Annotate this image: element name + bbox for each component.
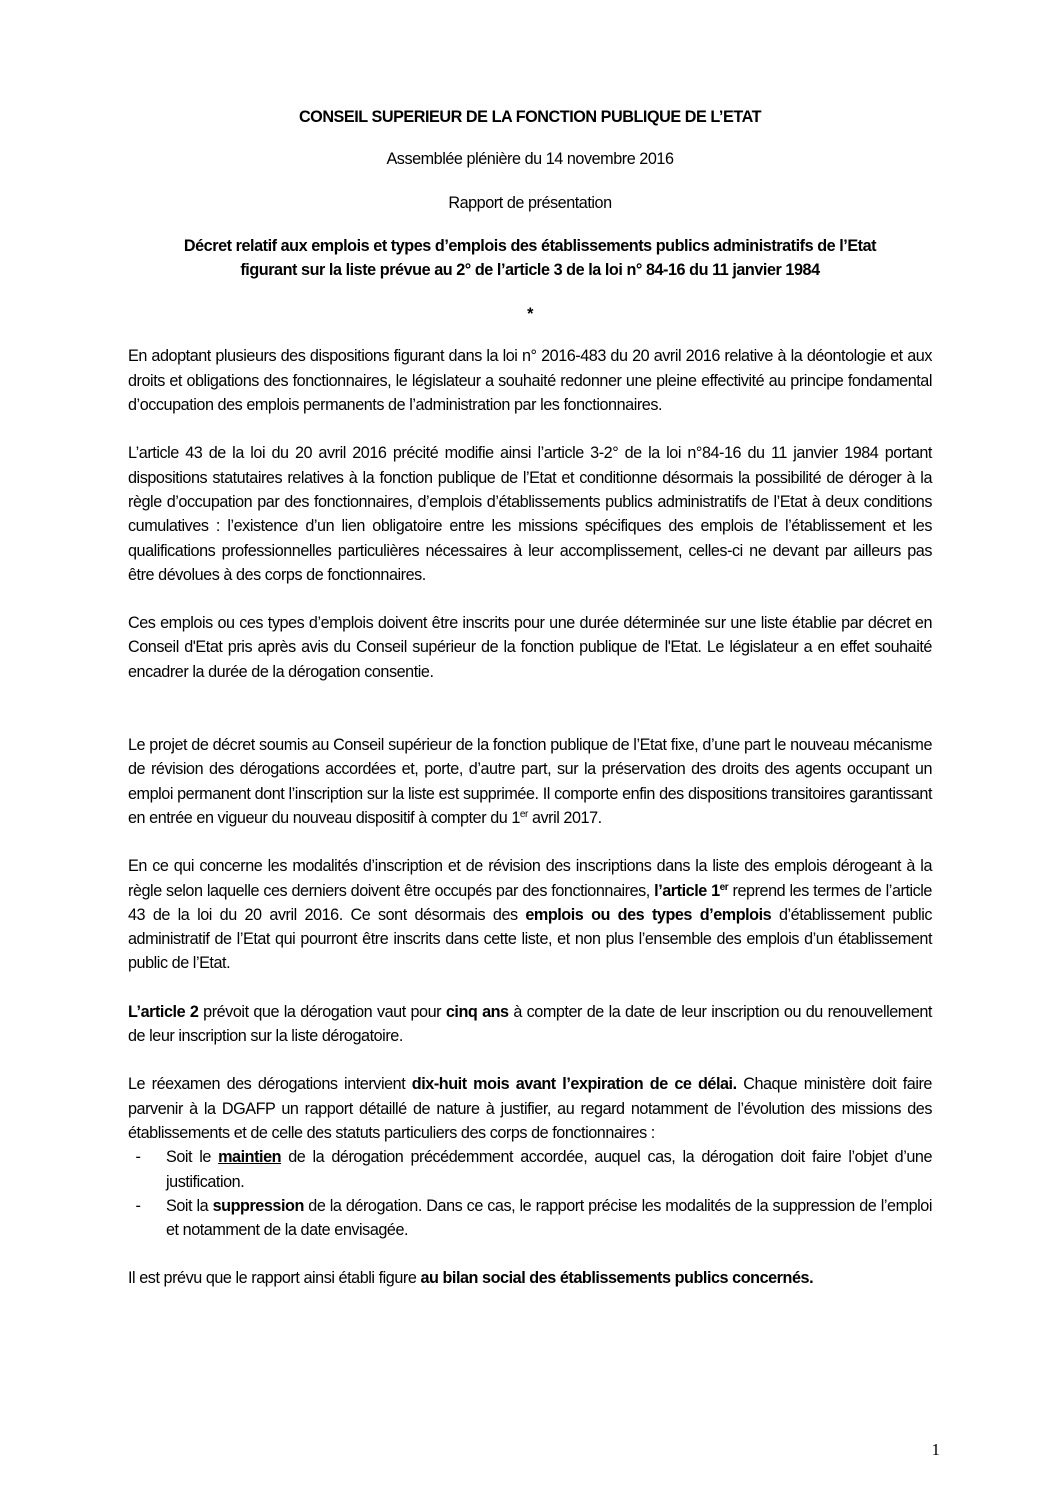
article-1-superscript: er [719,881,729,893]
options-list [128,1145,932,1242]
document-page [128,96,932,1291]
article-2-reference: L’article 2 [128,1002,199,1021]
paragraph-7-emphasis: dix-huit mois avant l’expiration de ce délai. [411,1075,737,1094]
paragraph-5-text-c: d’établissement public administratif de l’Etat qui pourront être inscrits dans cette liste, et non plus l’ensemble des emplois d’un établissement public de l’Etat. [128,905,932,973]
list-item [135,1194,933,1243]
list-item-2-emphasis: suppression [212,1196,304,1215]
council-title: CONSEIL SUPERIEUR DE LA FONCTION PUBLIQUE DE L’ETAT [298,108,762,126]
list-item-2-text-b: de la dérogation. Dans ce cas, le rapport précise les modalités de la suppression de l’emploi et notamment de la date envisagée. [166,1196,933,1240]
list-marker: - [135,1148,141,1167]
assembly-date: Assemblée plénière du 14 novembre 2016 [386,150,674,169]
report-type: Rapport de présentation [448,193,612,212]
decree-title-line-1: Décret relatif aux emplois et types d’emplois des établissements publics administratifs de l’Etat [183,236,877,255]
paragraph-4-text-a: Le projet de décret soumis au Conseil supérieur de la fonction publique de l’Etat fixe, d’une part le nouveau mécanisme de révision des dérogations accordées et, porte, d’autre part, sur la préservation des droits des agents occupant un emploi permanent dont l’inscription sur la liste est supprimée. Il comporte enfin des dispositions transitoires garantissant en entrée en vigueur du nouveau dispositif à compter du 1 [128,736,932,827]
list-item-2-text-a: Soit la [166,1196,213,1215]
page-number: 1 [931,1440,940,1459]
list-item-1-text-a: Soit le [166,1148,219,1167]
paragraph-1: En adoptant plusieurs des dispositions figurant dans la loi n° 2016-483 du 20 avril 2016 relative à la déontologie et aux droits et obligations des fonctionnaires, le législateur a souhaité redonner une pleine effectivité au principe fondamental d’occupation des emplois permanents de l’administration par les fonctionnaires. [128,347,932,415]
paragraph-3: Ces emplois ou ces types d’emplois doivent être inscrits pour une durée déterminée sur une liste établie par décret en Conseil d'Etat pris après avis du Conseil supérieur de la fonction publique de l'Etat. Le législateur a en effet souhaité encadrer la durée de la dérogation consentie. [128,614,932,681]
article-1-label: l’article 1 [654,881,720,900]
paragraph-6 [128,1000,932,1049]
paragraph-4-text-b: avril 2017. [527,808,602,827]
paragraph-7-text-a: Le réexamen des dérogations intervient [128,1075,412,1094]
paragraph-5 [128,854,932,975]
paragraph-4 [128,733,932,830]
list-marker: - [135,1196,141,1215]
paragraph-6-text-a: prévoit que la dérogation vaut pour [198,1002,446,1021]
paragraph-6-text-b: à compter de la date de leur inscription ou du renouvellement de leur inscription sur la liste dérogatoire. [128,1002,932,1046]
list-item-1-emphasis: maintien [218,1148,282,1167]
decree-title [128,234,932,283]
list-item-1-text-b: de la dérogation précédemment accordée, auquel cas, la dérogation doit faire l’objet d’une justification. [166,1148,933,1191]
paragraph-7 [128,1072,932,1145]
paragraph-6-emphasis: cinq ans [445,1002,509,1021]
paragraph-2: L’article 43 de la loi du 20 avril 2016 précité modifie ainsi l’article 3-2° de la loi n°84-16 du 11 janvier 1984 portant dispositions statutaires relatives à la fonction publique de l’Etat et conditionne désormais la possibilité de déroger à la règle d’occupation par des fonctionnaires, d’emplois d’établissements publics administratifs de l’Etat à deux conditions cumulatives : l’existence d’un lien obligatoire entre les missions spécifiques des emplois de l’établissement et les qualifications professionnelles particulières nécessaires à leur accomplissement, celles-ci ne devant par ailleurs pas être dévolues à des corps de fonctionnaires. [128,444,932,584]
paragraph-5-text-b: reprend les termes de l’article 43 de la loi du 20 avril 2016. Ce sont désormais des [128,881,932,924]
paragraph-8 [128,1266,932,1290]
paragraph-7-text-b: Chaque ministère doit faire parvenir à la DGAFP un rapport détaillé de nature à justifier, au regard notamment de l’évolution des missions des établissements et de celle des statuts particuliers des corps de fonctionnaires : [128,1075,932,1142]
paragraph-8-text-a: Il est prévu que le rapport ainsi établi figure [128,1269,421,1288]
paragraph-5-emphasis: emplois ou des types d’emplois [525,905,772,924]
paragraph-8-emphasis: au bilan social des établissements publics concernés. [420,1269,814,1288]
article-1-reference [654,882,728,900]
section-separator: * [527,305,533,324]
decree-title-line-2: figurant sur la liste prévue au 2° de l’article 3 de la loi n° 84-16 du 11 janvier 1984 [240,261,820,280]
list-item [135,1145,933,1194]
paragraph-5-text-a: En ce qui concerne les modalités d’inscription et de révision des inscriptions dans la liste des emplois dérogeant à la règle selon laquelle ces derniers doivent être occupés par des fonctionnaires, [128,857,932,900]
paragraph-4-superscript: er [519,808,528,820]
